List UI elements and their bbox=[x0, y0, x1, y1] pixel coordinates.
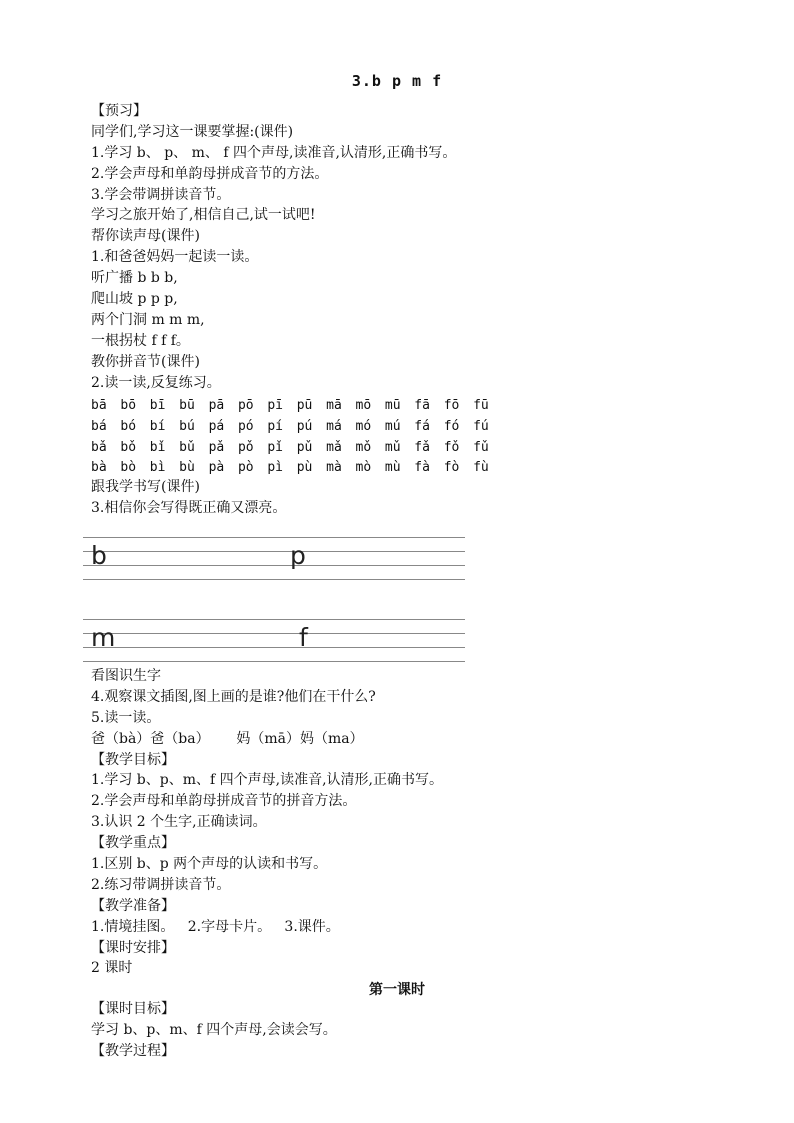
pinyin-syllable: fà bbox=[414, 460, 430, 476]
pinyin-syllable: bǒ bbox=[120, 439, 137, 455]
pinyin-syllable: fā bbox=[414, 398, 430, 413]
pinyin-syllable: pǎ bbox=[208, 439, 225, 455]
text-line: 3.认识 2 个生字,正确读词。 bbox=[91, 814, 267, 831]
pinyin-syllable: bí bbox=[149, 418, 166, 434]
text-line: 3.学会带调拼读音节。 bbox=[91, 186, 231, 203]
writing-staff-1 bbox=[83, 537, 465, 581]
lesson-period-heading: 第一课时 bbox=[369, 982, 425, 998]
pinyin-row-tone-3 bbox=[91, 438, 502, 459]
text-line: 1.学习 b、 p、 m、 f 四个声母,读准音,认清形,正确书写。 bbox=[91, 144, 457, 161]
section-heading-schedule: 【课时安排】 bbox=[91, 939, 175, 956]
text-line: 学习之旅开始了,相信自己,试一试吧! bbox=[91, 207, 316, 224]
pinyin-syllable: fú bbox=[473, 418, 489, 434]
pinyin-syllable: pí bbox=[267, 418, 283, 434]
pinyin-syllable: bā bbox=[91, 398, 107, 413]
pinyin-syllable: mà bbox=[326, 460, 342, 476]
pinyin-syllable: mǒ bbox=[355, 439, 372, 455]
pinyin-syllable: bò bbox=[120, 460, 137, 476]
text-line: 2.学会声母和单韵母拼成音节的拼音方法。 bbox=[91, 793, 357, 810]
staff-line bbox=[83, 551, 465, 552]
text-line: 教你拼音节(课件) bbox=[91, 353, 200, 370]
staff-line bbox=[83, 661, 465, 662]
pinyin-syllable: fǒ bbox=[443, 439, 460, 455]
text-line: 1.学习 b、p、m、f 四个声母,读准音,认清形,正确书写。 bbox=[91, 772, 443, 789]
pinyin-syllable: pò bbox=[237, 460, 254, 476]
pinyin-syllable-grid bbox=[91, 396, 502, 479]
text-line: 4.观察课文插图,图上画的是谁?他们在干什么? bbox=[91, 688, 376, 705]
letter-p: p bbox=[290, 541, 306, 570]
pinyin-syllable: fǔ bbox=[473, 439, 489, 455]
pinyin-syllable: bà bbox=[91, 460, 107, 476]
text-line: 看图识生字 bbox=[91, 668, 161, 684]
period-section bbox=[91, 999, 711, 1062]
pinyin-syllable: bù bbox=[179, 460, 195, 476]
text-line: 一根拐杖 f f f。 bbox=[91, 332, 190, 349]
pinyin-syllable: fǎ bbox=[414, 439, 430, 455]
text-line: 听广播 b b b, bbox=[91, 270, 178, 287]
pinyin-syllable: pō bbox=[237, 398, 254, 413]
section-heading-goals: 【教学目标】 bbox=[91, 751, 175, 768]
pinyin-syllable: bǎ bbox=[91, 439, 107, 455]
text-line: 跟我学书写(课件) bbox=[91, 479, 200, 495]
text-line: 1.区别 b、p 两个声母的认读和书写。 bbox=[91, 856, 328, 873]
writing-staff-2 bbox=[83, 619, 465, 663]
pinyin-syllable: pá bbox=[208, 418, 225, 434]
pinyin-syllable: mò bbox=[355, 460, 372, 476]
text-line: 1.情境挂图。 2.字母卡片。 3.课件。 bbox=[91, 918, 340, 935]
pinyin-syllable: pū bbox=[296, 398, 313, 413]
page-title: 3.b p m f bbox=[351, 72, 443, 90]
text-line: 2 课时 bbox=[91, 960, 133, 977]
staff-line bbox=[83, 537, 465, 538]
pinyin-syllable: fó bbox=[443, 418, 460, 434]
pinyin-syllable: bō bbox=[120, 398, 137, 413]
pinyin-syllable: mǎ bbox=[326, 439, 342, 455]
section-heading-preview: 【预习】 bbox=[91, 103, 147, 119]
pinyin-syllable: bú bbox=[179, 418, 195, 434]
pinyin-syllable: pā bbox=[208, 398, 225, 413]
pinyin-syllable: bó bbox=[120, 418, 137, 434]
pinyin-syllable: mó bbox=[355, 418, 372, 434]
staff-line bbox=[83, 565, 465, 566]
pinyin-syllable: pǐ bbox=[267, 439, 283, 455]
pinyin-syllable: mǔ bbox=[384, 439, 401, 455]
pinyin-syllable: pǒ bbox=[237, 439, 254, 455]
pinyin-syllable: pì bbox=[267, 460, 283, 476]
pinyin-syllable: fō bbox=[443, 398, 460, 413]
pinyin-row-tone-1 bbox=[91, 396, 502, 417]
pinyin-syllable: bǔ bbox=[179, 439, 195, 455]
pinyin-syllable: pú bbox=[296, 418, 313, 434]
text-line: 2.练习带调拼读音节。 bbox=[91, 876, 231, 893]
pinyin-syllable: mù bbox=[384, 460, 401, 476]
text-line: 学习 b、p、m、f 四个声母,会读会写。 bbox=[91, 1021, 337, 1038]
staff-line bbox=[83, 633, 465, 634]
pinyin-syllable: mō bbox=[355, 398, 372, 413]
pinyin-syllable: mú bbox=[384, 418, 401, 434]
pinyin-syllable: bǐ bbox=[149, 439, 166, 455]
pinyin-syllable: fū bbox=[473, 398, 489, 413]
staff-line bbox=[83, 647, 465, 648]
letter-f: f bbox=[299, 623, 308, 652]
section-heading-process: 【教学过程】 bbox=[91, 1042, 175, 1059]
pinyin-syllable: bū bbox=[179, 398, 195, 413]
pinyin-syllable: fò bbox=[443, 460, 460, 476]
writing-section bbox=[91, 477, 711, 519]
pinyin-syllable: pī bbox=[267, 398, 283, 413]
pinyin-syllable: bá bbox=[91, 418, 107, 434]
section-heading-preparation: 【教学准备】 bbox=[91, 897, 175, 914]
text-line: 2.读一读,反复练习。 bbox=[91, 374, 221, 391]
pinyin-syllable: fá bbox=[414, 418, 430, 434]
pinyin-syllable: bì bbox=[149, 460, 166, 476]
text-line: 两个门洞 m m m, bbox=[91, 311, 205, 328]
staff-line bbox=[83, 619, 465, 620]
pinyin-syllable: pǔ bbox=[296, 439, 313, 455]
pinyin-syllable: mū bbox=[384, 398, 401, 413]
section-heading-focus: 【教学重点】 bbox=[91, 835, 175, 852]
pinyin-syllable: pù bbox=[296, 460, 313, 476]
text-line: 帮你读声母(课件) bbox=[91, 228, 200, 245]
preview-section bbox=[91, 101, 711, 393]
staff-line bbox=[83, 579, 465, 580]
pinyin-syllable: fù bbox=[473, 460, 489, 476]
letter-b: b bbox=[91, 541, 107, 570]
text-line: 1.和爸爸妈妈一起读一读。 bbox=[91, 249, 259, 266]
pinyin-syllable: mā bbox=[326, 398, 342, 413]
text-line: 爸（bà）爸（ba） 妈（mā）妈（ma） bbox=[91, 730, 364, 747]
text-line: 3.相信你会写得既正确又漂亮。 bbox=[91, 499, 287, 516]
section-heading-period-goals: 【课时目标】 bbox=[91, 1001, 175, 1017]
lesson-body bbox=[91, 666, 711, 979]
letter-m: m bbox=[91, 623, 116, 652]
text-line: 5.读一读。 bbox=[91, 709, 161, 726]
pinyin-syllable: bī bbox=[149, 398, 166, 413]
text-line: 爬山坡 p p p, bbox=[91, 291, 178, 308]
pinyin-syllable: pó bbox=[237, 418, 254, 434]
pinyin-row-tone-2 bbox=[91, 417, 502, 438]
text-line: 同学们,学习这一课要掌握:(课件) bbox=[91, 123, 294, 140]
text-line: 2.学会声母和单韵母拼成音节的方法。 bbox=[91, 165, 329, 182]
pinyin-syllable: pà bbox=[208, 460, 225, 476]
pinyin-syllable: má bbox=[326, 418, 342, 434]
